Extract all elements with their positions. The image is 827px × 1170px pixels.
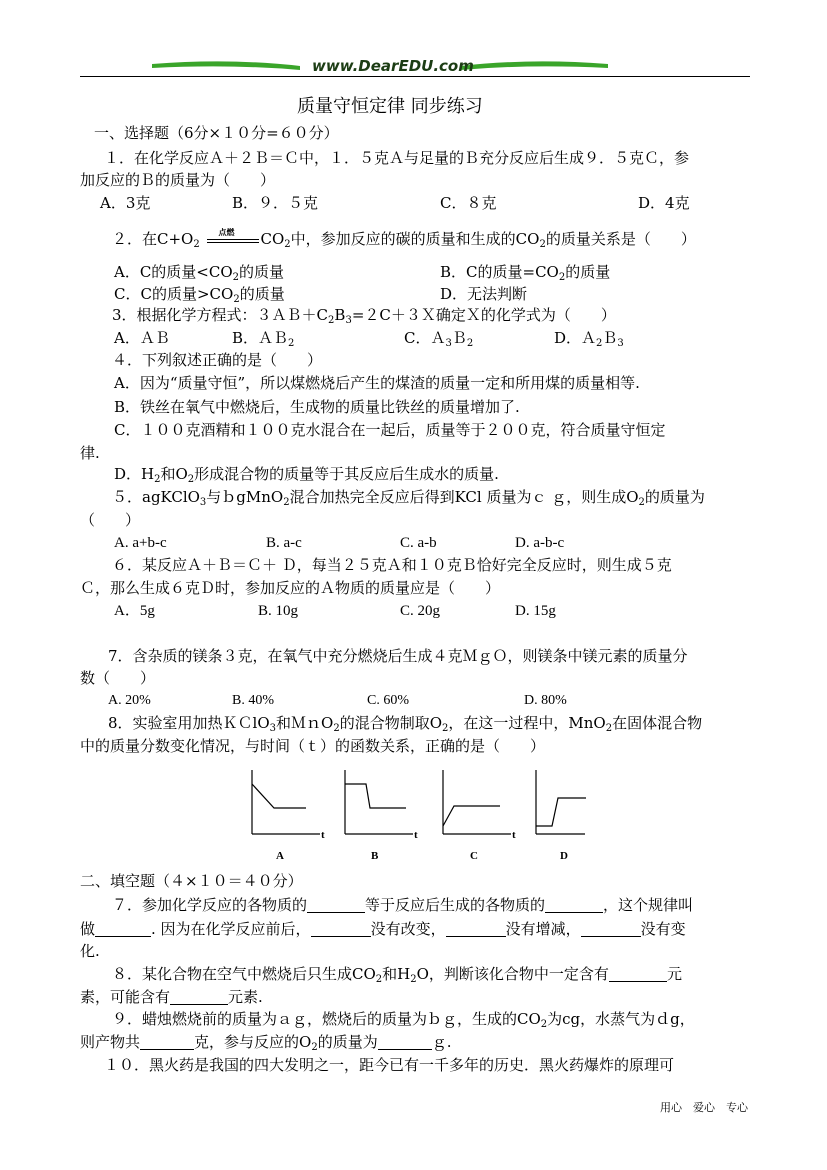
q1-option-b: B．９．５克 [232, 194, 319, 212]
q6-option-b: B. 10g [258, 603, 299, 619]
q5-option-b: B. a-c [266, 535, 302, 551]
f9-line1: ９．蜡烛燃烧前的质量为ａｇ，燃烧后的质量为ｂｇ，生成的$CO_2$为cg，水蒸气为ｄg， [112, 1010, 695, 1030]
q2-option-a: A．C的质量$<CO_2$的质量 [114, 263, 285, 283]
q2-stem: ２．在$C+O_2$ 点燃 $CO_2$中，参加反应的碳的质量和生成的$CO_2$的质量关系是（ ） [112, 227, 696, 250]
graph-c-t-axis-label: t [512, 829, 516, 841]
q7-stem-line1: 7．含杂质的镁条３克，在氧气中充分燃烧后生成４克ＭｇＯ，则镁条中镁元素的质量分 [108, 647, 688, 665]
q5-option-a: A. a+b-c [114, 535, 167, 551]
f7-blank-2[interactable] [545, 896, 603, 913]
f7-blank-4[interactable] [311, 920, 371, 937]
q3-stem: 3．根据化学方程式：$3AB+C_2B_3=2C+3X$确定Ｘ的化学式为（ ） [112, 306, 616, 326]
q7-option-b: B. 40% [232, 693, 274, 708]
q6-option-c: C. 20g [400, 603, 441, 619]
q3-option-d: D．Ａ$_2$Ｂ$_3$ [554, 329, 624, 349]
f7-line3: 化. [80, 942, 100, 960]
q3-option-a: A．ＡＢ [114, 329, 170, 347]
q5-option-d: D. a-b-c [515, 535, 565, 551]
header-rule [80, 76, 750, 77]
q4-option-c-line1: C．１００克酒精和１００克水混合在一起后，质量等于２００克，符合质量守恒定 [114, 421, 666, 439]
q7-option-c: C. 60% [367, 693, 409, 708]
reaction-arrow: 点燃 [205, 231, 261, 245]
q1-stem-line1: １．在化学反应Ａ＋２Ｂ＝Ｃ中，１．５克Ａ与足量的Ｂ充分反应后生成９．５克Ｃ，参 [104, 149, 690, 167]
q4-stem: ４．下列叙述正确的是（ ） [112, 351, 323, 369]
q1-option-a: A．3克 [100, 194, 151, 212]
graph-b-t-axis-label: t [414, 829, 418, 841]
q6-option-a: A．5g [114, 603, 155, 619]
f7-line2: 做 . 因为在化学反应前后， 没有改变， 没有增减， 没有变 [80, 920, 686, 938]
q2-option-d: D．无法判断 [440, 285, 528, 303]
q4-option-c-line2: 律. [80, 444, 100, 462]
section2-heading: 二、填空题（４×１０＝４０分） [80, 872, 303, 890]
graph-a-t-axis-label: t [321, 829, 325, 841]
graph-a-label: A [276, 850, 284, 862]
q8-stem-line1: 8．实验室用加热ＫＣlO$_3$和ＭｎO$_2$的混合物制取$O_2$，在这一过程中，MnO$_2$在固体混合物 [108, 714, 703, 734]
f7-line1: ７．参加化学反应的各物质的 等于反应后生成的各物质的 ，这个规律叫 [112, 896, 694, 914]
q1-option-c: C．８克 [440, 194, 497, 212]
graph-c-label: C [470, 850, 478, 862]
f7-blank-6[interactable] [581, 920, 641, 937]
q6-stem-line2: Ｃ，那么生成６克Ｄ时，参加反应的Ａ物质的质量应是（ ） [80, 579, 501, 597]
q8-graphs [240, 762, 590, 866]
q5-option-c: C. a-b [400, 535, 437, 551]
f9-blank-2[interactable] [378, 1033, 432, 1050]
section1-heading: 一、选择题（6分×１０分=６０分） [94, 124, 339, 142]
q2-option-b: B．C的质量$=CO_2$的质量 [440, 263, 611, 283]
q7-stem-line2: 数（ ） [80, 669, 156, 687]
f7-blank-1[interactable] [307, 896, 365, 913]
page-footer: 用心 爱心 专心 [660, 1101, 748, 1114]
q7-option-d: D. 80% [524, 693, 567, 708]
graph-c [443, 770, 516, 862]
q8-stem-line2: 中的质量分数变化情况，与时间（ｔ）的函数关系，正确的是（ ） [80, 737, 546, 755]
q5-stem-line1: ５．agKClO$_3$与ｂgMnO$_2$混合加热完全反应后得到KCl 质量为ｃ ｇ，则生成$O_2$的质量为 [112, 488, 705, 508]
graph-b-label: B [371, 850, 379, 862]
f8-line1: ８．某化合物在空气中燃烧后只生成$CO_2$和$H_2O$，判断该化合物中一定含有 元 [112, 965, 682, 985]
graph-a [252, 770, 325, 862]
f10-line1: １０．黑火药是我国的四大发明之一，距今已有一千多年的历史．黑火药爆炸的原理可 [104, 1056, 675, 1074]
f9-line2: 则产物共 克，参与反应的$O_2$的质量为 ｇ. [80, 1033, 452, 1053]
q1-option-d: D．4克 [638, 194, 690, 212]
graph-d-label: D [560, 850, 568, 862]
q3-option-c: C．Ａ$_3$Ｂ$_2$ [404, 329, 474, 349]
q4-option-d: D．$H_2$和$O_2$形成混合物的质量等于其反应后生成水的质量. [114, 465, 499, 485]
q2-option-c: C．C的质量$>CO_2$的质量 [114, 285, 285, 305]
f8-blank-2[interactable] [170, 988, 228, 1005]
f7-blank-5[interactable] [446, 920, 506, 937]
graph-d [536, 770, 586, 862]
page-title: 质量守恒定律 同步练习 [297, 96, 483, 117]
q3-option-b: B．ＡＢ$_2$ [232, 329, 295, 349]
q6-stem-line1: ６．某反应Ａ＋Ｂ＝Ｃ＋ Ｄ，每当２５克Ａ和１０克Ｂ恰好完全反应时，则生成５克 [112, 556, 672, 574]
graph-b [345, 770, 418, 862]
f7-blank-3[interactable] [95, 920, 151, 937]
q5-stem-line2: （ ） [80, 511, 141, 529]
q6-option-d: D. 15g [515, 603, 556, 619]
q4-option-a: A．因为“质量守恒”，所以煤燃烧后产生的煤渣的质量一定和所用煤的质量相等. [114, 374, 640, 392]
f8-blank-1[interactable] [609, 965, 667, 982]
header-logo: www.DearEDU.com [312, 57, 474, 75]
q4-option-b: B．铁丝在氧气中燃烧后，生成物的质量比铁丝的质量增加了. [114, 398, 520, 416]
q7-option-a: A. 20% [108, 693, 151, 708]
f9-blank-1[interactable] [140, 1033, 194, 1050]
q1-stem-line2: 加反应的Ｂ的质量为（ ） [80, 171, 276, 189]
f8-line2: 素，可能含有 元素. [80, 988, 263, 1006]
